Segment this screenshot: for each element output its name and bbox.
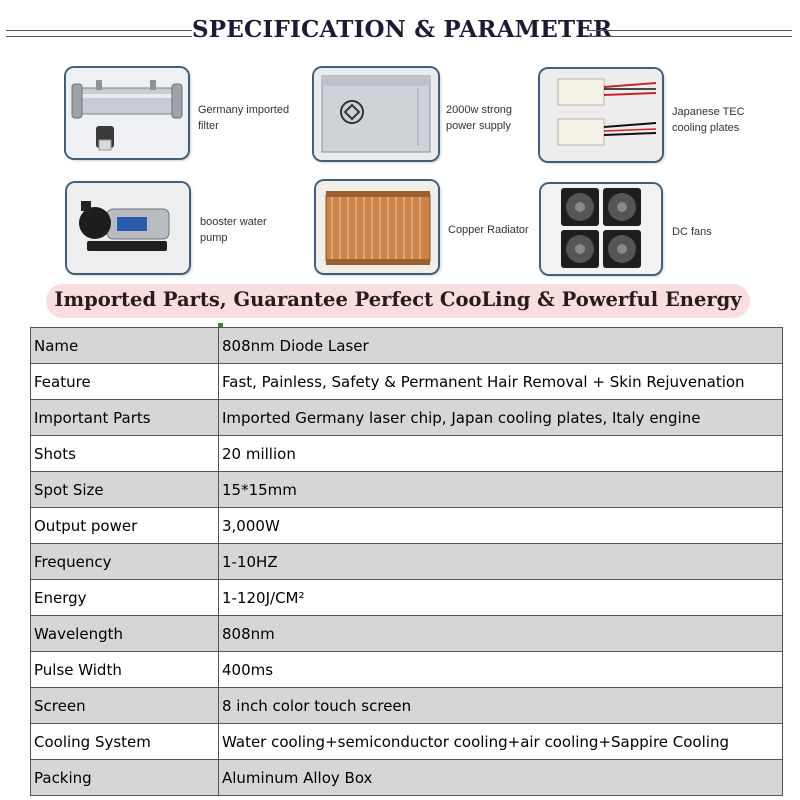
page-title: SPECIFICATION & PARAMETER [192, 16, 613, 43]
header-rule-right [588, 30, 792, 37]
spec-value: 400ms [219, 652, 783, 688]
power-supply-icon [314, 68, 438, 160]
spec-value: 8 inch color touch screen [219, 688, 783, 724]
table-row [31, 580, 783, 616]
part-label-fans: DC fans [672, 226, 712, 238]
spec-name: Feature [31, 364, 219, 400]
spec-name: Important Parts [31, 400, 219, 436]
spec-name: Wavelength [31, 616, 219, 652]
tec-plate-icon [540, 69, 662, 161]
table-row [31, 328, 783, 364]
table-row [31, 688, 783, 724]
table-row [31, 544, 783, 580]
table-row [31, 724, 783, 760]
table-row [31, 472, 783, 508]
spec-name: Frequency [31, 544, 219, 580]
spec-value: 15*15mm [219, 472, 783, 508]
part-label-radiator: Copper Radiator [448, 224, 529, 236]
table-row [31, 364, 783, 400]
table-row [31, 400, 783, 436]
spec-value: 808nm Diode Laser [219, 328, 783, 364]
spec-name: Output power [31, 508, 219, 544]
water-pump-icon [67, 183, 189, 273]
table-row [31, 616, 783, 652]
spec-value: Aluminum Alloy Box [219, 760, 783, 796]
spec-name: Cooling System [31, 724, 219, 760]
table-row [31, 652, 783, 688]
spec-value: 808nm [219, 616, 783, 652]
fan-icon [541, 184, 661, 274]
spec-value: 20 million [219, 436, 783, 472]
spec-name: Screen [31, 688, 219, 724]
part-label-pump: booster water pump [200, 216, 267, 244]
tagline-text: Imported Parts, Guarantee Perfect CooLing & Powerful Energy [54, 288, 742, 311]
spec-value: 1-120J/CM² [219, 580, 783, 616]
table-row [31, 760, 783, 796]
part-label-power: 2000w strong power supply [446, 104, 513, 132]
spec-name: Energy [31, 580, 219, 616]
spec-value: 1-10HZ [219, 544, 783, 580]
spec-name: Pulse Width [31, 652, 219, 688]
spec-name: Spot Size [31, 472, 219, 508]
radiator-icon [316, 181, 438, 273]
spec-value: Fast, Painless, Safety & Permanent Hair Removal + Skin Rejuvenation [219, 364, 783, 400]
part-label-tec: Japanese TEC cooling plates [672, 106, 745, 134]
filter-icon [66, 68, 188, 158]
section-header [0, 10, 800, 54]
spec-table [30, 327, 783, 796]
spec-value: Imported Germany laser chip, Japan cooling plates, Italy engine [219, 400, 783, 436]
tagline-banner [46, 284, 750, 318]
table-row [31, 436, 783, 472]
spec-name: Packing [31, 760, 219, 796]
table-row [31, 508, 783, 544]
part-label-filter: Germany imported filter [198, 104, 290, 132]
spec-value: 3,000W [219, 508, 783, 544]
header-rule-left [6, 30, 192, 37]
spec-name: Name [31, 328, 219, 364]
spec-name: Shots [31, 436, 219, 472]
spec-value: Water cooling+semiconductor cooling+air cooling+Sappire Cooling [219, 724, 783, 760]
